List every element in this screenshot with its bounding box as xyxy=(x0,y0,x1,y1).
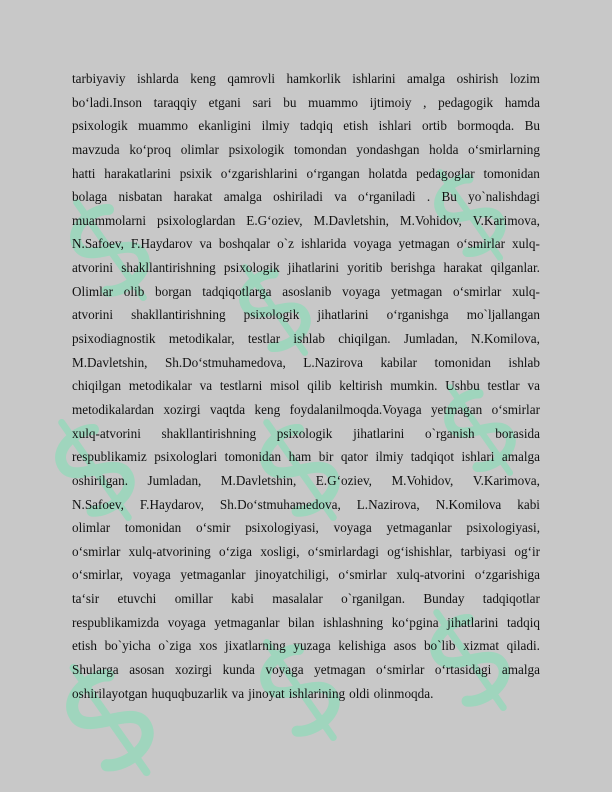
word: og‘ir xyxy=(514,543,540,559)
word: jihatlarini xyxy=(287,260,340,276)
word: qilib xyxy=(307,378,332,394)
word: olimlar xyxy=(180,141,219,157)
word: respublikamizda xyxy=(72,614,160,630)
word: tomonidan xyxy=(124,520,182,536)
word: psixodiagnostik xyxy=(72,331,156,347)
word: o‘smirlar xyxy=(452,283,502,299)
word: M.Vohidov, xyxy=(399,212,462,228)
word: ortib xyxy=(422,118,447,134)
word: amalga xyxy=(501,449,540,465)
word: mavzuda xyxy=(72,141,120,157)
word: huquqbuzarlik xyxy=(151,685,228,701)
word: kelishiga xyxy=(338,638,386,654)
word: Shularga xyxy=(72,662,119,678)
text-line xyxy=(72,232,540,256)
word: tadqiqotlar xyxy=(482,591,540,607)
word: psixologik xyxy=(228,141,285,157)
word: va xyxy=(527,378,540,394)
word: metodikalardan xyxy=(72,401,155,417)
word: Ushbu xyxy=(445,378,480,394)
word: hamda xyxy=(504,94,540,110)
word: xozirgi xyxy=(174,662,213,678)
word: o‘smirlar xyxy=(456,236,506,252)
word: ishlarda xyxy=(136,71,179,86)
word: oshiriladi xyxy=(273,189,323,205)
word: keng xyxy=(190,71,216,86)
word: M.Davletshin, xyxy=(72,354,148,370)
word: jixatlarning xyxy=(224,638,286,654)
text-line xyxy=(72,469,540,493)
word: o‘smir xyxy=(196,520,231,536)
word: qator xyxy=(340,449,368,465)
word: Jumladan, xyxy=(403,331,458,347)
word: ishlarini xyxy=(352,71,396,86)
word: ta‘sir xyxy=(72,591,100,607)
word: xozirgi xyxy=(163,401,201,417)
word: harakat xyxy=(443,260,483,276)
word: etgani xyxy=(208,94,241,110)
word: taraqqiy xyxy=(153,94,197,110)
word: foydalanilmoqda.Voyaga xyxy=(289,401,422,417)
word: o‘smirlar, xyxy=(72,567,124,583)
word: boshqalar xyxy=(218,236,271,252)
word: testlarni xyxy=(219,378,263,394)
word: o‘smirlar xyxy=(491,401,540,417)
word: qamrovli xyxy=(227,71,276,86)
word: olinmoqda. xyxy=(373,685,434,701)
word: bir xyxy=(318,449,334,465)
word: voyaga xyxy=(132,567,171,583)
word: o‘smirlarning xyxy=(468,141,540,157)
word: psixologlari xyxy=(154,449,218,465)
text-line xyxy=(72,611,540,635)
text-line xyxy=(72,540,540,564)
word: tarbiyasi xyxy=(460,543,507,559)
word: o`z xyxy=(277,236,294,252)
word: metodikalar, xyxy=(168,331,235,347)
word: keltirish xyxy=(339,378,383,394)
word: psixologik xyxy=(276,425,333,441)
word: V.Karimova, xyxy=(472,472,540,488)
word: tomonidan xyxy=(483,165,540,181)
word: atvorini xyxy=(72,307,114,323)
word: kabilar xyxy=(380,354,418,370)
word: va xyxy=(231,685,245,701)
document-body xyxy=(72,67,540,705)
word: ilmiy xyxy=(375,449,404,465)
word: amalga xyxy=(501,662,540,678)
word: bo‘ladi.Inson xyxy=(72,94,142,110)
word: o‘smirlar xyxy=(338,567,387,583)
word: N.Safoev, xyxy=(72,496,124,512)
word: ijtimoiy xyxy=(369,94,412,110)
word: shakllantirishning xyxy=(131,307,226,323)
word: bormoqda. xyxy=(457,118,515,134)
word: asosan xyxy=(129,662,165,678)
word: nisbatan xyxy=(118,189,163,205)
word: jihatlarini xyxy=(317,307,369,323)
word: F.Haydarov, xyxy=(139,496,204,512)
word: muammo xyxy=(138,118,188,134)
word: muammo xyxy=(308,94,358,110)
word: ishlab xyxy=(508,354,540,370)
word: ko‘pgina xyxy=(391,614,439,630)
word: yetmaganlar xyxy=(386,520,452,536)
word: yuzaga xyxy=(293,638,331,654)
word: xosligi, xyxy=(260,543,300,559)
word: testlar xyxy=(247,331,281,347)
word: tarbiyaviy xyxy=(72,71,126,86)
word: mumkin. xyxy=(390,378,438,394)
word: xulq- xyxy=(512,236,540,252)
word: kunda xyxy=(222,662,255,678)
word: jihatlarini xyxy=(447,614,499,630)
word: harakatlarini xyxy=(104,165,171,181)
word: yetmagan xyxy=(430,401,483,417)
word: asoslanib xyxy=(282,283,332,299)
word: M.Vohidov, xyxy=(391,472,454,488)
word: amalga xyxy=(223,189,262,205)
word: atvorini xyxy=(72,260,114,276)
word: xulq- xyxy=(512,283,540,299)
word: yo`nalishdagi xyxy=(468,189,540,205)
word: tadqiq xyxy=(299,118,333,134)
word: jihatlarini xyxy=(353,425,405,441)
text-line xyxy=(72,162,540,186)
word: voyaga xyxy=(167,614,206,630)
text-line xyxy=(72,351,540,375)
word: ham xyxy=(288,449,312,465)
word: psixologlardan xyxy=(156,212,236,228)
text-line xyxy=(72,587,540,611)
word: F.Haydarov xyxy=(130,236,193,252)
word: holatda xyxy=(368,165,408,181)
word: o`ziga xyxy=(158,638,192,654)
word: L.Nazirova, xyxy=(356,496,420,512)
word: kabi xyxy=(517,496,540,512)
word: yetmaganlar xyxy=(214,614,280,630)
word: o‘zgarishlarini xyxy=(220,165,298,181)
word: oldi xyxy=(349,685,370,701)
word: o‘smirlar xyxy=(72,543,121,559)
word: ishlarida xyxy=(300,236,347,252)
word: qilganlar. xyxy=(490,260,540,276)
word: omillar xyxy=(174,591,213,607)
word: ishlashning xyxy=(323,614,384,630)
word: muammolarni xyxy=(72,212,146,228)
word: o‘ziga xyxy=(219,543,252,559)
word: bo`yicha xyxy=(104,638,151,654)
text-line xyxy=(72,138,540,162)
word: E.G‘oziev, xyxy=(246,212,303,228)
word: voyaga xyxy=(353,236,392,252)
text-line xyxy=(72,422,540,446)
word: xulq-atvorini xyxy=(396,567,466,583)
word: bo`lib xyxy=(423,638,456,654)
word: tadqiqot xyxy=(410,449,454,465)
word: o‘zgarishiga xyxy=(474,567,540,583)
word: hamkorlik xyxy=(286,71,341,86)
word: o‘smirlar xyxy=(376,662,425,678)
word: Sh.Do‘stmuhamedova, xyxy=(164,354,286,370)
word: yondashgan xyxy=(356,141,420,157)
text-line xyxy=(72,114,540,138)
word: bilan xyxy=(288,614,315,630)
word: Sh.Do‘stmuhamedova, xyxy=(219,496,341,512)
word: tadqiq xyxy=(506,614,540,630)
word: o‘rganishga xyxy=(386,307,449,323)
word: ishlari xyxy=(461,449,495,465)
word: , xyxy=(423,94,427,110)
word: Bu xyxy=(441,189,457,205)
word: og‘ishishlar, xyxy=(387,543,453,559)
word: voyaga xyxy=(265,662,304,678)
word: masalalar xyxy=(272,591,323,607)
word: xulq-atvorining xyxy=(128,543,211,559)
text-line xyxy=(72,563,540,587)
word: oshirilayotgan xyxy=(72,685,148,701)
word: tomonidan xyxy=(434,354,491,370)
word: keng xyxy=(254,401,281,417)
word: E.G‘oziev, xyxy=(315,472,372,488)
word: voyaga xyxy=(333,520,372,536)
word: tadqiqotlarga xyxy=(202,283,272,299)
word: mo`ljallangan xyxy=(466,307,540,323)
text-line xyxy=(72,445,540,469)
word: etish xyxy=(72,638,97,654)
word: V.Karimova, xyxy=(472,212,540,228)
text-line xyxy=(72,280,540,304)
word: M.Davletshin, xyxy=(220,472,297,488)
text-line xyxy=(72,634,540,658)
word: o‘smirlardagi xyxy=(307,543,379,559)
word: olib xyxy=(123,283,145,299)
word: voyaga xyxy=(342,283,381,299)
word: amalga xyxy=(407,71,446,86)
word: tomonidan xyxy=(224,449,282,465)
word: jinoyat xyxy=(248,685,285,701)
word: o‘rganiladi xyxy=(357,189,416,205)
word: va xyxy=(199,236,212,252)
text-line xyxy=(72,682,540,706)
word: psixologiyasi, xyxy=(466,520,540,536)
word: etish xyxy=(343,118,369,134)
text-line xyxy=(72,67,540,91)
word: Bunday xyxy=(423,591,465,607)
word: qiladi. xyxy=(506,638,540,654)
word: Jumladan, xyxy=(147,472,202,488)
word: oshirilgan. xyxy=(72,472,129,488)
word: ekanligini xyxy=(198,118,252,134)
word: bu xyxy=(283,94,297,110)
text-line xyxy=(72,91,540,115)
word: xizmat xyxy=(463,638,499,654)
text-line xyxy=(72,493,540,517)
word: pedagoglar xyxy=(416,165,475,181)
word: xos xyxy=(198,638,218,654)
word: testlar xyxy=(487,378,520,394)
word: kabi xyxy=(231,591,254,607)
word: va xyxy=(334,189,347,205)
word: respublikamiz xyxy=(72,449,147,465)
word: psixologiyasi, xyxy=(245,520,319,536)
word: holda xyxy=(429,141,459,157)
word: yetmagan xyxy=(390,283,443,299)
word: ishlari xyxy=(378,118,412,134)
word: harakat xyxy=(173,189,213,205)
word: L.Nazirova xyxy=(303,354,363,370)
word: chiqilgan xyxy=(72,378,122,394)
word: yoritib xyxy=(347,260,383,276)
text-line xyxy=(72,327,540,351)
text-line xyxy=(72,516,540,540)
word: ishlab xyxy=(293,331,325,347)
word: o`rganilgan. xyxy=(341,591,406,607)
word: asos xyxy=(393,638,417,654)
word: psixik xyxy=(179,165,212,181)
word: vaqtda xyxy=(209,401,246,417)
word: o`rganish xyxy=(425,425,475,441)
word: sari xyxy=(252,94,272,110)
text-line xyxy=(72,185,540,209)
word: misol xyxy=(270,378,300,394)
word: hatti xyxy=(72,165,96,181)
word: metodikalar xyxy=(128,378,192,394)
word: xulq-atvorini xyxy=(72,425,141,441)
word: oshirish xyxy=(456,71,499,86)
word: berishga xyxy=(390,260,436,276)
word: tomondan xyxy=(293,141,347,157)
text-line xyxy=(72,209,540,233)
word: psixologik xyxy=(243,307,300,323)
word: yetmagan xyxy=(398,236,450,252)
word: o‘rtasidagi xyxy=(434,662,492,678)
word: jinoyatchiligi, xyxy=(255,567,329,583)
text-line xyxy=(72,374,540,398)
word: chiqilgan. xyxy=(338,331,391,347)
word: . xyxy=(426,189,431,205)
word: bolaga xyxy=(72,189,108,205)
word: N.Komilova, xyxy=(471,331,540,347)
word: N.Safoev, xyxy=(72,236,124,252)
word: ishlarining xyxy=(288,685,346,701)
word: olimlar xyxy=(72,520,111,536)
word: shakllantirishning xyxy=(161,425,257,441)
word: psixologik xyxy=(223,260,280,276)
word: va xyxy=(199,378,213,394)
word: etuvchi xyxy=(117,591,157,607)
word: psixologik xyxy=(72,118,128,134)
word: borasida xyxy=(495,425,540,441)
word: yetmagan xyxy=(314,662,366,678)
word: Olimlar xyxy=(72,283,114,299)
text-line xyxy=(72,398,540,422)
word: M.Davletshin, xyxy=(313,212,389,228)
word: borgan xyxy=(155,283,192,299)
word: pedagogik xyxy=(438,94,494,110)
word: Bu xyxy=(524,118,540,134)
text-line xyxy=(72,658,540,682)
text-line xyxy=(72,256,540,280)
word: ko‘proq xyxy=(129,141,172,157)
word: yetmaganlar xyxy=(180,567,246,583)
word: lozim xyxy=(509,71,540,86)
word: ilmiy xyxy=(261,118,290,134)
text-line xyxy=(72,303,540,327)
word: o‘rgangan xyxy=(306,165,360,181)
word: shakllantirishning xyxy=(121,260,216,276)
word: N.Komilova xyxy=(435,496,502,512)
